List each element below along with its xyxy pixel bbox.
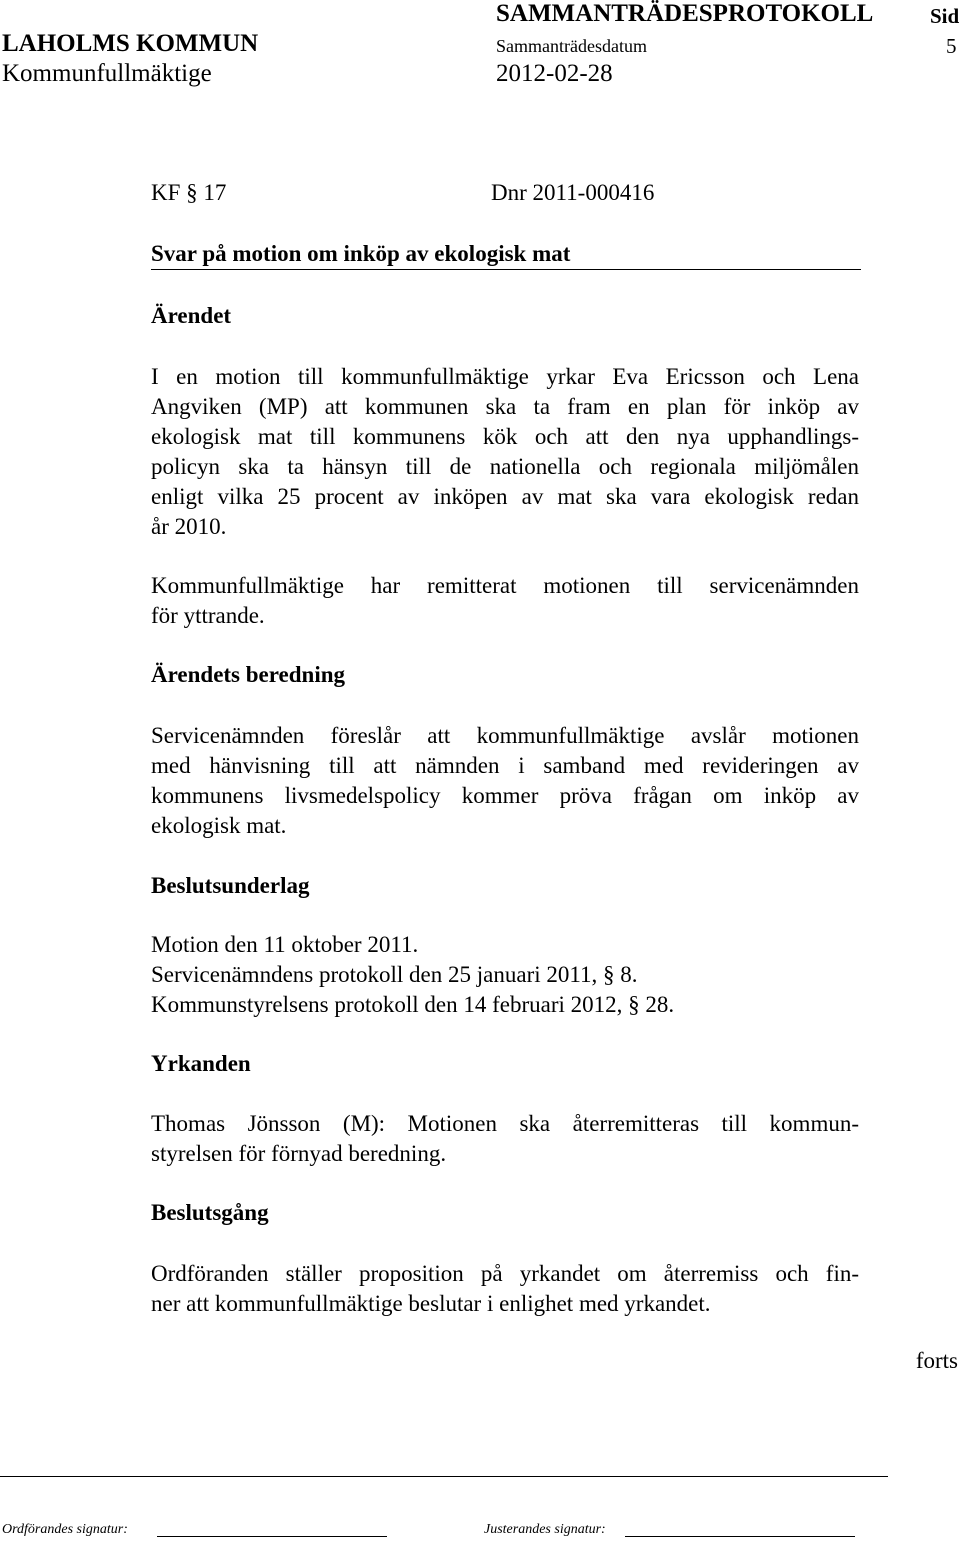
adjuster-signature-line — [625, 1536, 855, 1537]
text-line: Kommunfullmäktige har remitterat motionen till servicenämnden — [151, 573, 859, 598]
text-line: Servicenämnden föreslår att kommunfullmäktige avslår motionen — [151, 723, 859, 748]
case-dnr: Dnr 2011-000416 — [491, 180, 655, 205]
list-item: Kommunstyrelsens protokoll den 14 februari 2012, § 28. — [151, 992, 675, 1017]
text-line: Ordföranden ställer proposition på yrkandet om återremiss och fin- — [151, 1261, 859, 1286]
text-line: för yttrande. — [151, 603, 265, 628]
text-line: kommunens livsmedelspolicy kommer pröva frågan om inköp av — [151, 783, 859, 808]
footer-rule — [0, 1476, 888, 1477]
list-item: Servicenämndens protokoll den 25 januari 2011, § 8. — [151, 962, 638, 987]
continuation-marker: forts — [915, 1348, 958, 1373]
chair-signature-line — [157, 1536, 387, 1537]
document-type-title: SAMMANTRÄDESPROTOKOLL — [496, 0, 874, 27]
text-line: enligt vilka 25 procent av inköpen av mat ska vara ekologisk redan — [151, 484, 859, 509]
adjuster-signature-label: Justerandes signatur: — [484, 1522, 606, 1537]
meeting-date: 2012-02-28 — [496, 60, 613, 87]
governing-body: Kommunfullmäktige — [2, 60, 212, 87]
text-line: ner att kommunfullmäktige beslutar i enlighet med yrkandet. — [151, 1291, 711, 1316]
section-heading-yrkanden: Yrkanden — [151, 1051, 251, 1076]
list-item: Motion den 11 oktober 2011. — [151, 932, 419, 957]
meeting-date-label: Sammanträdesdatum — [496, 36, 647, 56]
beredning-paragraph — [151, 721, 859, 841]
text-line: år 2010. — [151, 514, 227, 539]
beslutsgang-paragraph — [151, 1259, 859, 1319]
text-line: I en motion till kommunfullmäktige yrkar Eva Ericsson och Lena — [151, 364, 859, 389]
text-line: Thomas Jönsson (M): Motionen ska återremitteras till kommun- — [151, 1111, 859, 1136]
arendet-paragraph-2 — [151, 571, 859, 631]
text-line: ekologisk mat. — [151, 813, 287, 838]
organization-name: LAHOLMS KOMMUN — [2, 30, 259, 57]
text-line: ekologisk mat till kommunens kök och att den nya upphandlings- — [151, 424, 859, 449]
section-heading-beslutsgang: Beslutsgång — [151, 1200, 269, 1225]
section-heading-beslutsunderlag: Beslutsunderlag — [151, 873, 310, 898]
title-underline — [151, 269, 861, 270]
yrkanden-paragraph — [151, 1109, 859, 1169]
page-number: 5 — [946, 34, 957, 58]
case-paragraph: KF § 17 — [151, 180, 227, 205]
text-line: styrelsen för förnyad beredning. — [151, 1141, 447, 1166]
chair-signature-label: Ordförandes signatur: — [2, 1522, 128, 1537]
section-heading-arendet: Ärendet — [151, 303, 232, 328]
section-heading-beredning: Ärendets beredning — [151, 662, 346, 687]
text-line: med hänvisning till att nämnden i samband med revideringen av — [151, 753, 859, 778]
arendet-paragraph-1 — [151, 362, 859, 542]
case-title: Svar på motion om inköp av ekologisk mat — [151, 241, 571, 266]
text-line: Angviken (MP) att kommunen ska ta fram en plan för inköp av — [151, 394, 859, 419]
beslutsunderlag-list — [151, 930, 859, 1020]
page-label: Sid — [930, 4, 960, 28]
text-line: policyn ska ta hänsyn till de nationella och regionala miljömålen — [151, 454, 859, 479]
